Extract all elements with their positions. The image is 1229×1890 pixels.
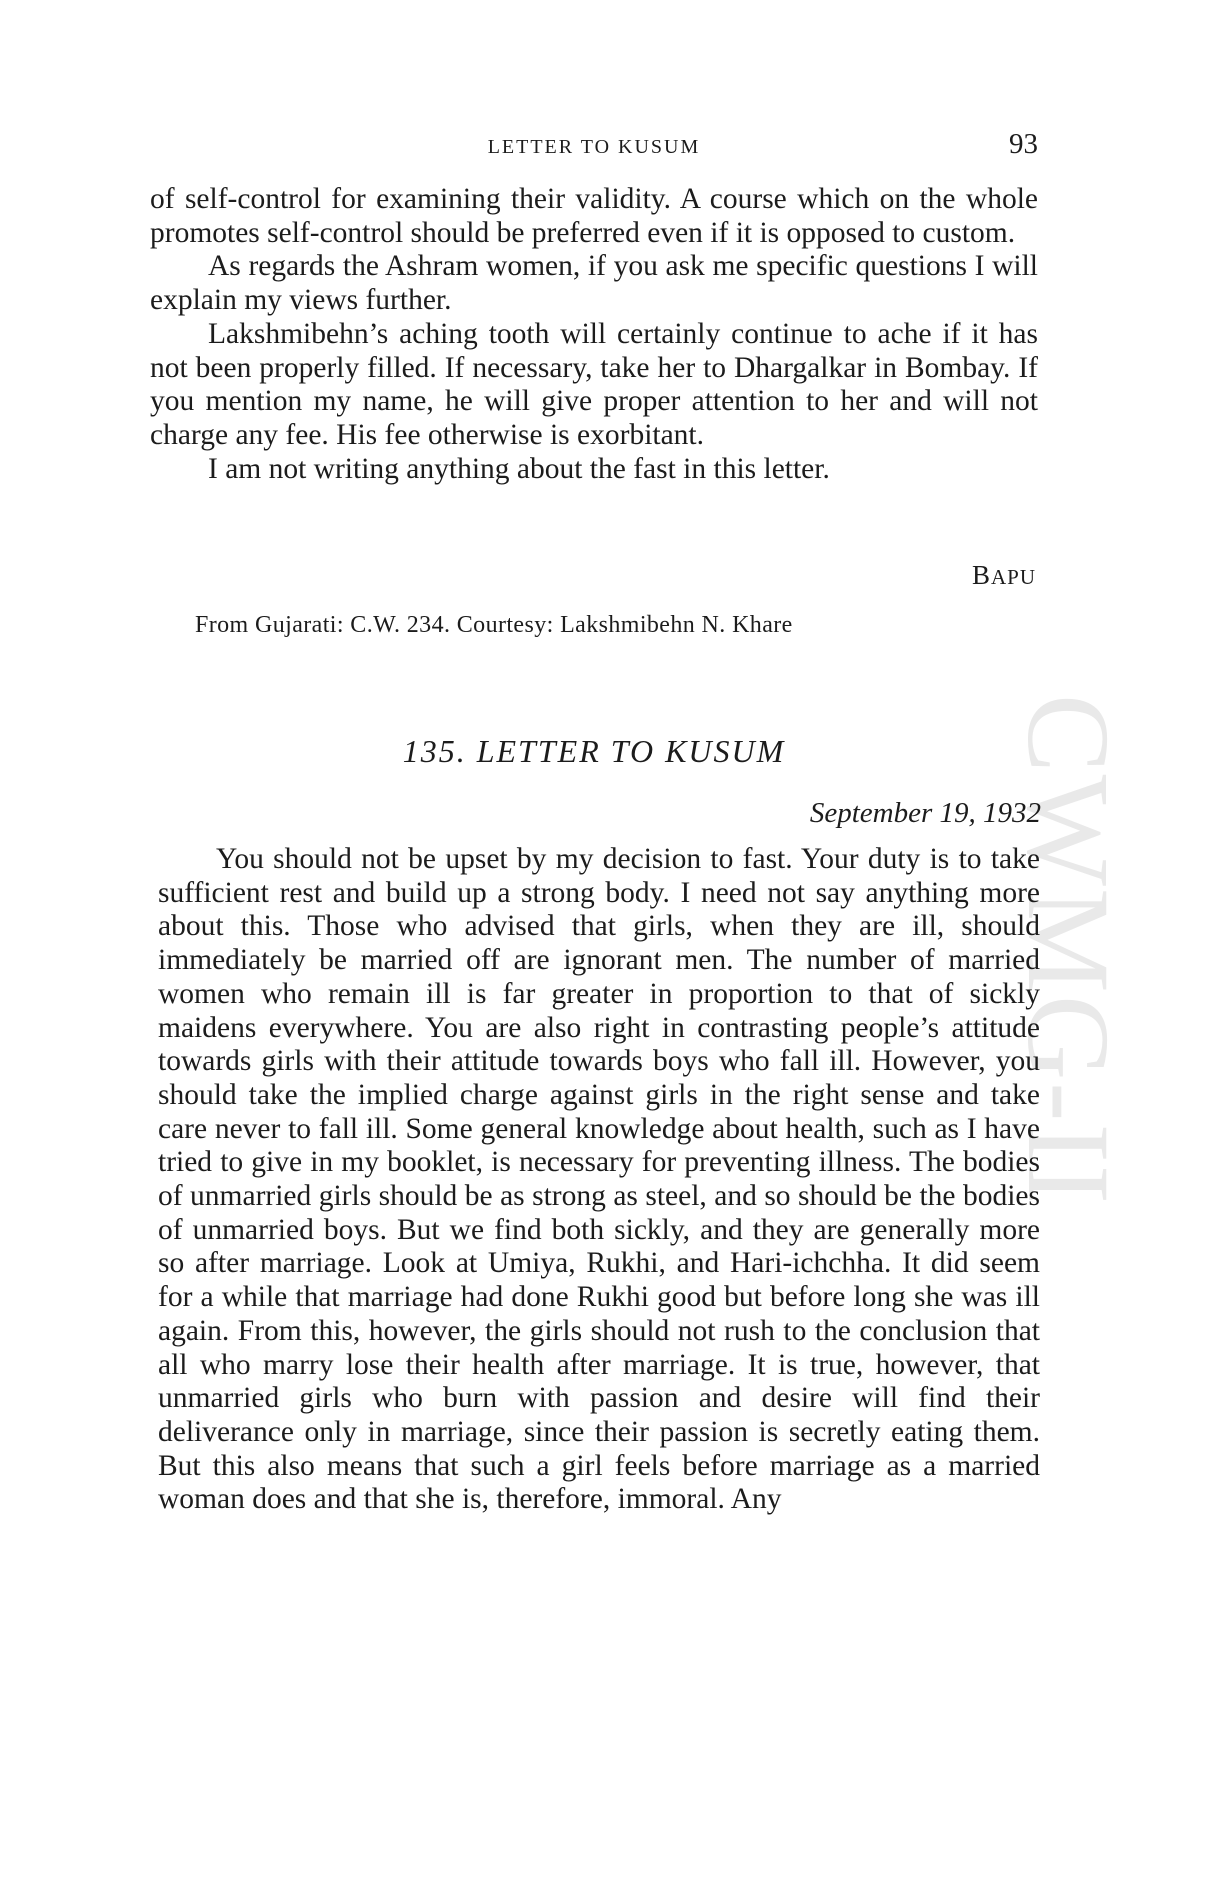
- letter-body: [158, 843, 1040, 1517]
- paragraph: Lakshmibehn’s aching tooth will certainly continue to ache if it has not been properly filled. If necessary, take her to Dhargalkar in Bombay. If you mention my name, he will give proper attention to her and will not charge any fee. His fee otherwise is exorbitant.: [150, 317, 1038, 451]
- signature-initial: B: [971, 560, 991, 590]
- running-title: LETTER TO KUSUM: [487, 136, 701, 158]
- signature: [972, 560, 1036, 591]
- paragraph: You should not be upset by my decision to fast. Your duty is to take sufficient rest and build up a strong body. I need not say anything more about this. Those who advised that girls, when they are ill, should immediately be married off are ignorant men. The number of married women who remain ill is far greater in proportion to that of sickly maidens everywhere. You are also right in contrasting people’s attitude towards girls with their attitude towards boys who fall ill. However, you should take the implied charge against girls in the right sense and take care never to fall ill. Some general knowledge about health, such as I have tried to give in my booklet, is necessary for preventing illness. The bodies of unmarried girls should be as strong as steel, and so should be the bodies of unmarried boys. But we find both sickly, and they are generally more so after marriage. Look at Umiya, Rukhi, and Hari-ichchha. It did seem for a while that marriage had done Rukhi good but before long she was ill again. From this, however, the girls should not rush to the conclusion that all who marry lose their health after marriage. It is true, however, that unmarried girls who burn with passion and desire will find their deliverance only in marriage, since their passion is secretly eating them. But this also means that such a girl feels before marriage as a married woman does and that she is, therefore, immoral. Any: [158, 843, 1040, 1516]
- letter-heading: 135. LETTER TO KUSUM: [402, 733, 786, 769]
- paragraph: of self-control for examining their validity. A course which on the whole promotes self-control should be preferred even if it is opposed to custom.: [150, 183, 1038, 249]
- running-head: [150, 128, 1038, 168]
- watermark-text: CWMG-II: [1003, 693, 1135, 1207]
- signature-rest: APU: [990, 565, 1036, 589]
- page-number: 93: [1009, 128, 1038, 160]
- source-note: From Gujarati: C.W. 234. Courtesy: Lakshmibehn N. Khare: [195, 612, 793, 638]
- paragraph: I am not writing anything about the fast in this letter.: [208, 452, 830, 485]
- letter-date: September 19, 1932: [809, 797, 1041, 829]
- paragraph: As regards the Ashram women, if you ask me specific questions I will explain my views further.: [150, 250, 1038, 317]
- continued-letter-body: [150, 183, 1038, 486]
